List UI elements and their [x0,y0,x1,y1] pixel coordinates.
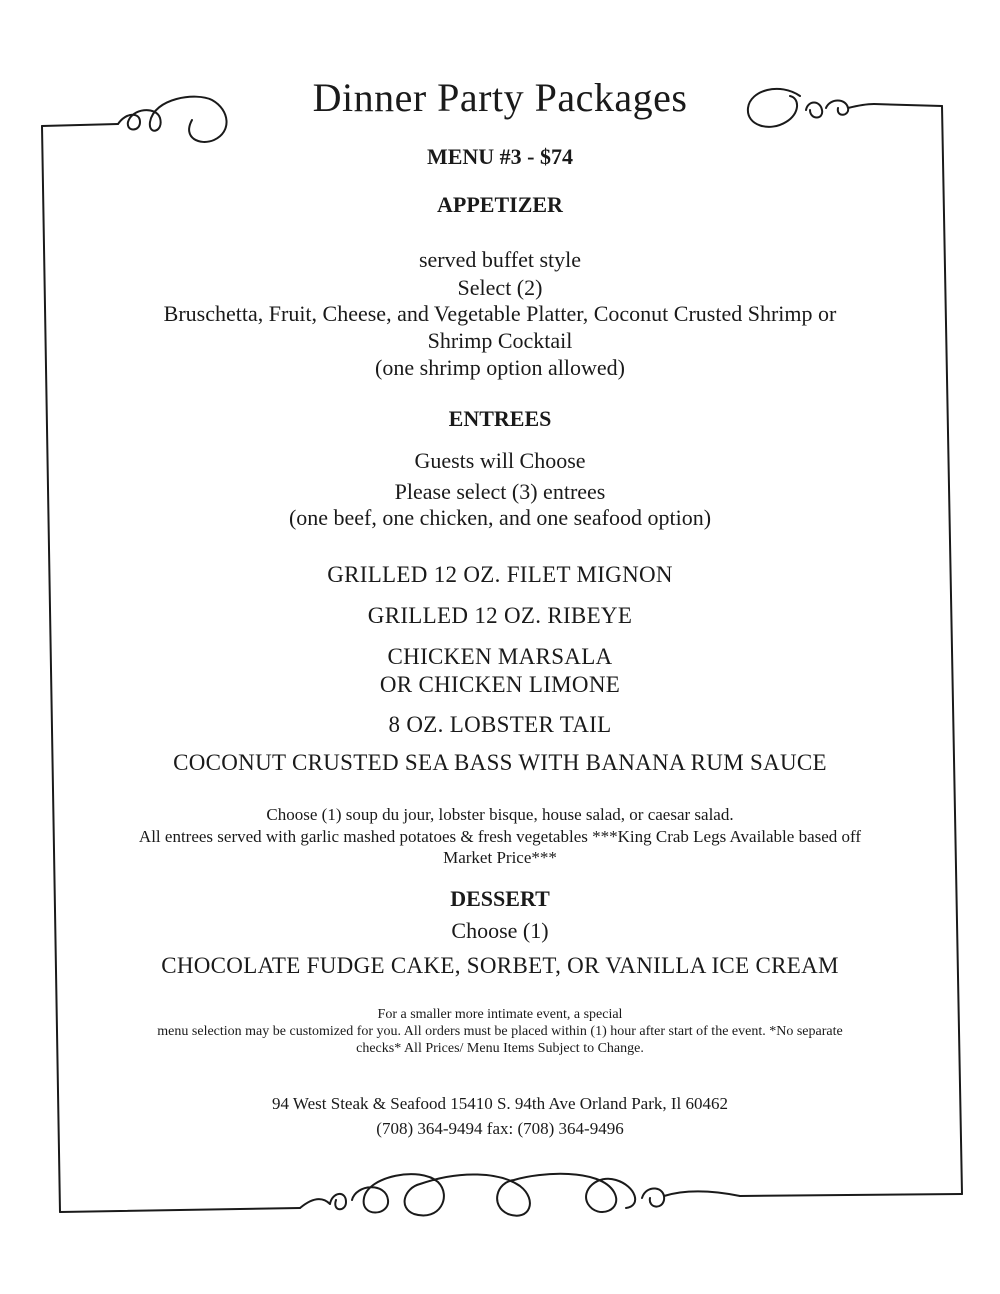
fine-print-line: For a smaller more intimate event, a special [377,1007,623,1022]
appetizer-heading: APPETIZER [437,192,563,217]
appetizer-line: served buffet style [418,247,582,272]
appetizer-line: Select (2) [457,275,543,300]
entree-item: GRILLED 12 OZ. FILET MIGNON [327,562,673,587]
entree-item: OR CHICKEN LIMONE [379,672,621,697]
dessert-heading: DESSERT [450,886,550,911]
entrees-note: Choose (1) soup du jour, lobster bisque, house salad, or caesar salad. [266,805,734,824]
entrees-heading: ENTREES [448,406,552,431]
entrees-line: (one beef, one chicken, and one seafood option) [288,505,712,530]
restaurant-address: 94 West Steak & Seafood 15410 S. 94th Ave Orland Park, Il 60462 [271,1094,728,1113]
appetizer-line: Bruschetta, Fruit, Cheese, and Vegetable Platter, Coconut Crusted Shrimp or [163,301,837,326]
entrees-note: Market Price*** [443,848,557,867]
menu-label: MENU #3 - $74 [426,144,574,169]
fine-print-line: menu selection may be customized for you. All orders must be placed within (1) hour after start of the event. *No separate [157,1024,843,1039]
page-title: Dinner Party Packages [312,75,688,120]
border-bottom-left-line [60,1208,300,1212]
border-bottom-right-line [740,1194,962,1196]
appetizer-line: Shrimp Cocktail [427,328,573,353]
entree-item: 8 OZ. LOBSTER TAIL [388,712,612,737]
dessert-item: CHOCOLATE FUDGE CAKE, SORBET, OR VANILLA ICE CREAM [161,953,839,978]
border-top-left-line [42,124,118,126]
dessert-line: Choose (1) [451,918,549,943]
fine-print-line: checks* All Prices/ Menu Items Subject to Change. [356,1041,644,1056]
restaurant-phone: (708) 364-9494 fax: (708) 364-9496 [376,1119,624,1138]
entrees-note: All entrees served with garlic mashed potatoes & fresh vegetables ***King Crab Legs Available based off [138,827,862,846]
appetizer-line: (one shrimp option allowed) [375,355,625,380]
entree-item: GRILLED 12 OZ. RIBEYE [367,603,633,628]
entree-item: COCONUT CRUSTED SEA BASS WITH BANANA RUM SAUCE [173,750,827,775]
bottom-flourish [300,1174,740,1216]
entrees-line: Guests will Choose [414,448,586,473]
entree-item: CHICKEN MARSALA [387,644,613,669]
entrees-line: Please select (3) entrees [394,479,606,504]
